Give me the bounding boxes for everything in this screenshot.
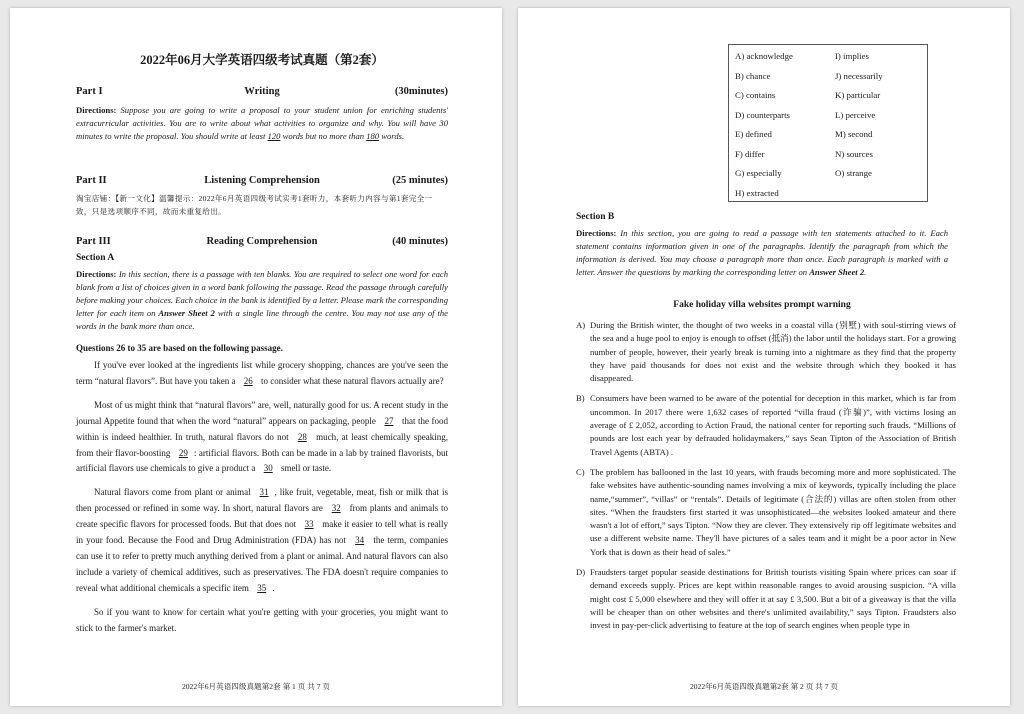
paragraph-text: Consumers have been warned to be aware of the potential for deception in this market, which is far from uncommon. In 2017 there were 1,632 cases of reported “villa fraud (诈骗)”, with victims losing an average of £ 2,052, according to Action Fraud, the national center for reporting such frauds. “Millions of pounds are lost each year by defrauded holidaymakers,” says Sean Tipton of the Association of British Travel Agents (ABTA) . [590,393,956,457]
lettered-paragraph [576,466,956,559]
document-page-1 [10,8,502,706]
reading-passage [76,358,448,645]
passage-title: Fake holiday villa websites prompt warning [673,300,851,310]
part3-directions: Directions: In this section, there is a passage with ten blanks. You are required to select one word for each blank from a list of choices given in a word bank following the passage. Read the passage through carefully before making your choices. Each choice in the bank is identified by a letter. Please mark the corresponding letter for each item on Answer Sheet 2 with a single line through the centre. You may not use any of the words in the bank more than once. [76,269,448,331]
paragraph-letter: A) [576,320,586,330]
document-page-2 [518,8,1010,706]
word-bank-option: N) sources [835,148,873,159]
word-bank-option: I) implies [835,51,869,61]
blank-27: 27 [384,415,394,426]
part3-heading [76,236,448,247]
word-bank-option: J) necessarily [835,70,883,81]
part2-number: Part II [76,175,107,186]
part3-time: (40 minutes) [392,236,448,247]
passage-paragraph: Most of us might think that “natural flavors” are, well, naturally good for us. A recent study in the journal Appetite found that when the word “natural” appears on packaging, people 27 that the food within is indeed healthier. In truth, natural flavors do not 28 much, at least chemically speaking, from their flavor-boosting 29 : artificial flavors. Both can be made in a lab by trained flavorists, but artificial flavors use chemicals to give a product a 30 smell or taste. [76,399,448,474]
section-b-paragraphs [576,319,956,640]
blank-33: 33 [304,519,314,530]
part1-name: Writing [244,86,280,97]
section-b-heading: Section B [576,212,615,222]
paragraph-text: During the British winter, the thought of two weeks in a coastal villa (别墅) with soul-stirring views of the sea and a huge pool to enjoy is enough to offset (抵消) the labor until the holidays start. For a growing number of people, however, their yearly break is turning into a nightmare as they find that the property they have paid thousands for does not exist and the website through which they booked it has disappeared. [590,320,956,384]
word-bank-option: K) particular [835,90,881,100]
word-bank-option: F) differ [735,148,765,159]
part3-name: Reading Comprehension [206,236,318,247]
blank-35: 35 [257,582,267,593]
part2-name: Listening Comprehension [204,175,320,186]
word-bank-option: B) chance [735,70,771,81]
section-a-heading: Section A [76,253,115,263]
word-bank [728,44,928,202]
blank-28: 28 [297,431,307,442]
section-b-directions: Directions: In this section, you are going to read a passage with ten statements attached to it. Each statement contains information given in one of the paragraphs. Identify the paragraph from which the information is derived. You may choose a paragraph more than once. Each paragraph is marked with a letter. Answer the questions by marking the corresponding letter on Answer Sheet 2. [576,228,948,277]
part1-directions: Directions: Suppose you are going to write a proposal to your student union for enriching students' extracurricular activities. You are to write about what activities to organize and why. You will have 30 minutes to write the proposal. You should write at least 120 words but no more than 180 words. [76,105,448,141]
word-bank-option: G) especially [735,168,782,178]
blank-26: 26 [243,375,253,386]
blank-29: 29 [178,447,188,458]
blank-31: 31 [259,487,269,498]
passage-paragraph: So if you want to know for certain what you're getting with your groceries, you might want to stick to the farmer's market. [76,606,448,633]
lettered-paragraph [576,392,956,458]
word-bank-option: A) acknowledge [735,51,793,61]
blank-34: 34 [355,535,365,546]
lettered-paragraph [576,319,956,385]
paragraph-letter: D) [576,567,586,578]
blank-32: 32 [331,503,341,514]
word-bank-option: O) strange [835,168,872,178]
paragraph-letter: B) [576,393,585,404]
word-bank-option: L) perceive [835,109,876,120]
page-footer: 2022年6月英语四级真题第2套 第 2 页 共 7 页 [689,682,839,691]
passage-paragraph: Natural flavors come from plant or animal 31 , like fruit, vegetable, meat, fish or milk that is then processed or refined in some way. In short, natural flavors are 32 from plants and animals to create specific flavors for processed foods. But that does not 33 make it easier to tell what is really in your food. Because the Food and Drug Administration (FDA) has not 34 the term, companies can use it to refer to pretty much anything derived from a plant or animal. And natural flavors can also include a variety of chemical additives, such as preservatives. The FDA doesn't require companies to reveal what additional chemicals a specific item 35 . [76,487,448,593]
passage-paragraph: If you've ever looked at the ingredients list while grocery shopping, chances are you've seen the term “natural flavors”. But have you taken a 26 to consider what these natural flavors actually are? [76,360,448,386]
blank-30: 30 [263,463,273,474]
part2-time: (25 minutes) [392,175,448,186]
word-bank-option: C) contains [735,90,776,100]
word-bank-option: M) second [835,129,873,139]
lettered-paragraph [576,566,956,632]
part1-heading [76,86,448,97]
part3-number: Part III [76,236,111,247]
paragraph-text: The problem has ballooned in the last 10 years, with frauds becoming more and more sophisticated. The fake websites have authentic-sounding names involving a mix of keywords, typically including the place name,“summer”, “villas” or “rentals”. Details of legitimate (合法的) villas are often stolen from other sites. “When the fraudsters first started it was unsophisticated—the websites looked amateur and there wasn't a lot of effort,” says Tipton. “Now they are clever. They extensively rip off legitimate websites and use a different website name. They'll have pictures of a sales team and it might be a poor actor in New York that is down as their head of sales.” [590,466,956,557]
page-footer: 2022年6月英语四级真题第2套 第 1 页 共 7 页 [181,682,331,691]
part2-heading [76,175,448,186]
word-bank-option: E) defined [735,129,772,139]
part1-time: (30minutes) [394,86,448,97]
questions-heading: Questions 26 to 35 are based on the following passage. [76,343,283,353]
word-bank-option: D) counterparts [735,109,790,120]
part1-number: Part I [76,86,103,97]
paragraph-letter: C) [576,466,585,477]
page-title: 2022年06月大学英语四级考试真题（第2套） [140,53,384,67]
word-bank-option: H) extracted [735,187,779,198]
word-bank-option [835,185,935,205]
paragraph-text: Fraudsters target popular seaside destinations for British tourists visiting Spain where prices can soar if demand exceeds supply. Prices are kept within reasonable ranges to avoid arousing suspicion. “A villa might cost £ 5,000 elsewhere and they will offer it at say £ 3,500. But a bit of a giveaway is that the villa will be cheaper than on other websites and there's unlimited availability,” says Tipton. Fraudsters also invest in pay-per-click advertising to feature at the top of search engines when people type in [590,567,956,631]
part2-note: 淘宝店铺：【新一文化】温馨提示：2022年6月英语四级考试实考1套听力，本套听力内容与第1套完全一致，只是选项顺序不同，故而未重复给出。 [76,194,433,216]
